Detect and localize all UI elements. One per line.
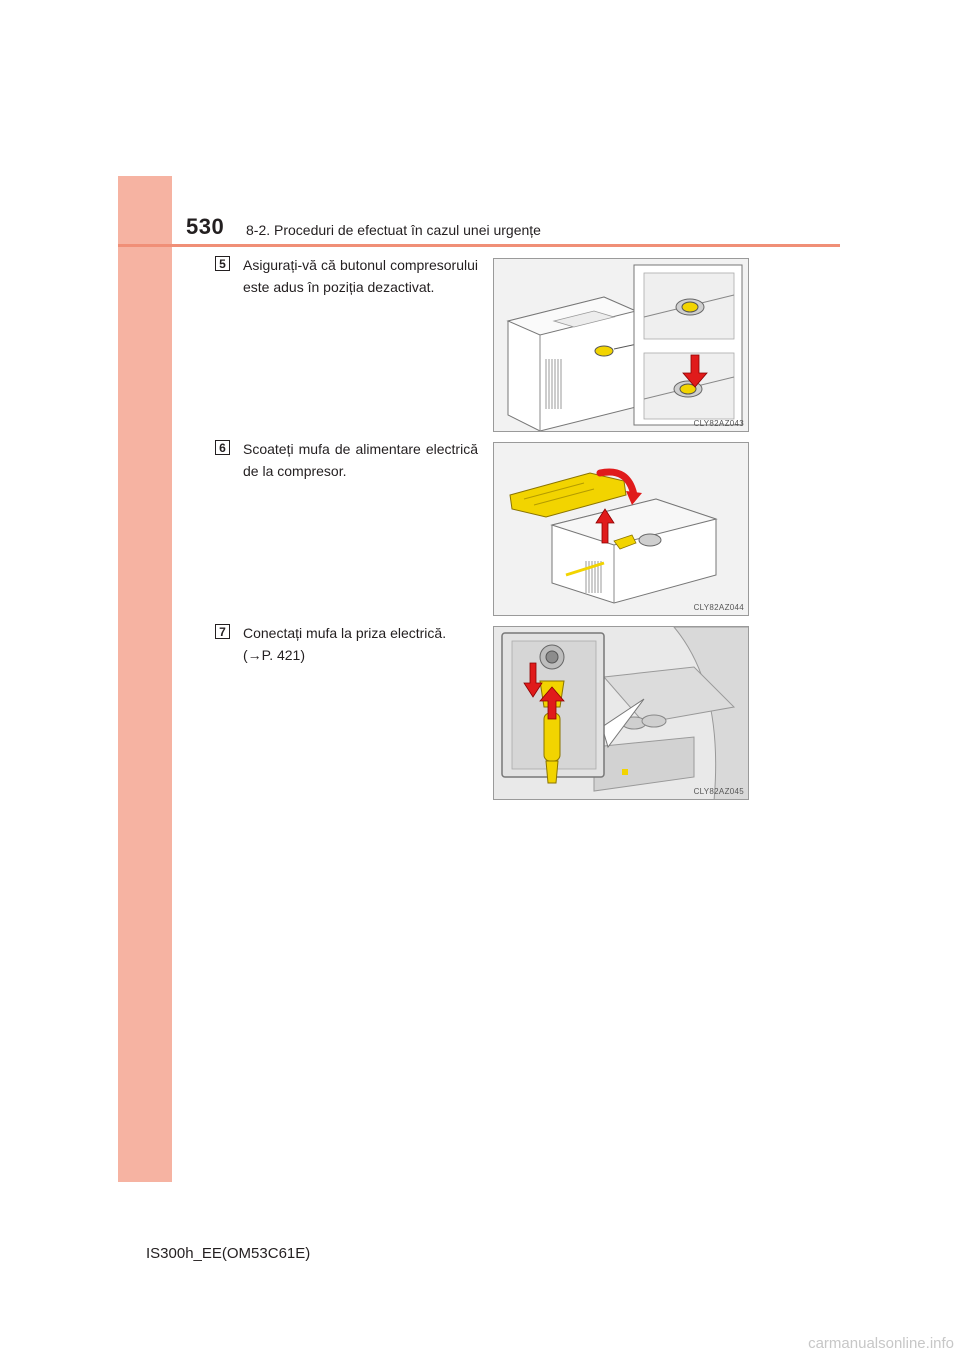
- step-text-7: [243, 622, 478, 666]
- compressor-switch-illustration: [494, 259, 749, 432]
- figure-power-outlet: [493, 626, 749, 800]
- watermark: carmanualsonline.info: [808, 1335, 954, 1352]
- figure-compressor-switch: [493, 258, 749, 432]
- step-text-6: Scoateți mufa de alimentare electrică de la compresor.: [243, 441, 478, 479]
- figure-code: CLY82AZ044: [693, 603, 744, 612]
- document-code: IS300h_EE(OM53C61E): [146, 1245, 311, 1262]
- header-rule: [118, 244, 840, 247]
- power-outlet-illustration: [494, 627, 749, 800]
- chapter-tab: [118, 176, 172, 1182]
- step-number-5: 5: [215, 256, 230, 271]
- step-text-7-main: Conectați mufa la priza electrică.: [243, 625, 447, 641]
- power-plug-removal-illustration: [494, 443, 749, 616]
- step-text-5: Asigurați-vă că butonul compresorului este adus în poziția dezactivat.: [243, 257, 478, 295]
- figure-power-plug-removal: [493, 442, 749, 616]
- step-number-7: 7: [215, 624, 230, 639]
- page-reference-link[interactable]: (→P. 421): [243, 647, 305, 663]
- figure-code: CLY82AZ045: [693, 787, 744, 796]
- figure-code: CLY82AZ043: [693, 419, 744, 428]
- step-number-6: 6: [215, 440, 230, 455]
- page-number: 530: [186, 214, 225, 239]
- section-title: 8-2. Proceduri de efectuat în cazul unei urgențe: [246, 222, 541, 238]
